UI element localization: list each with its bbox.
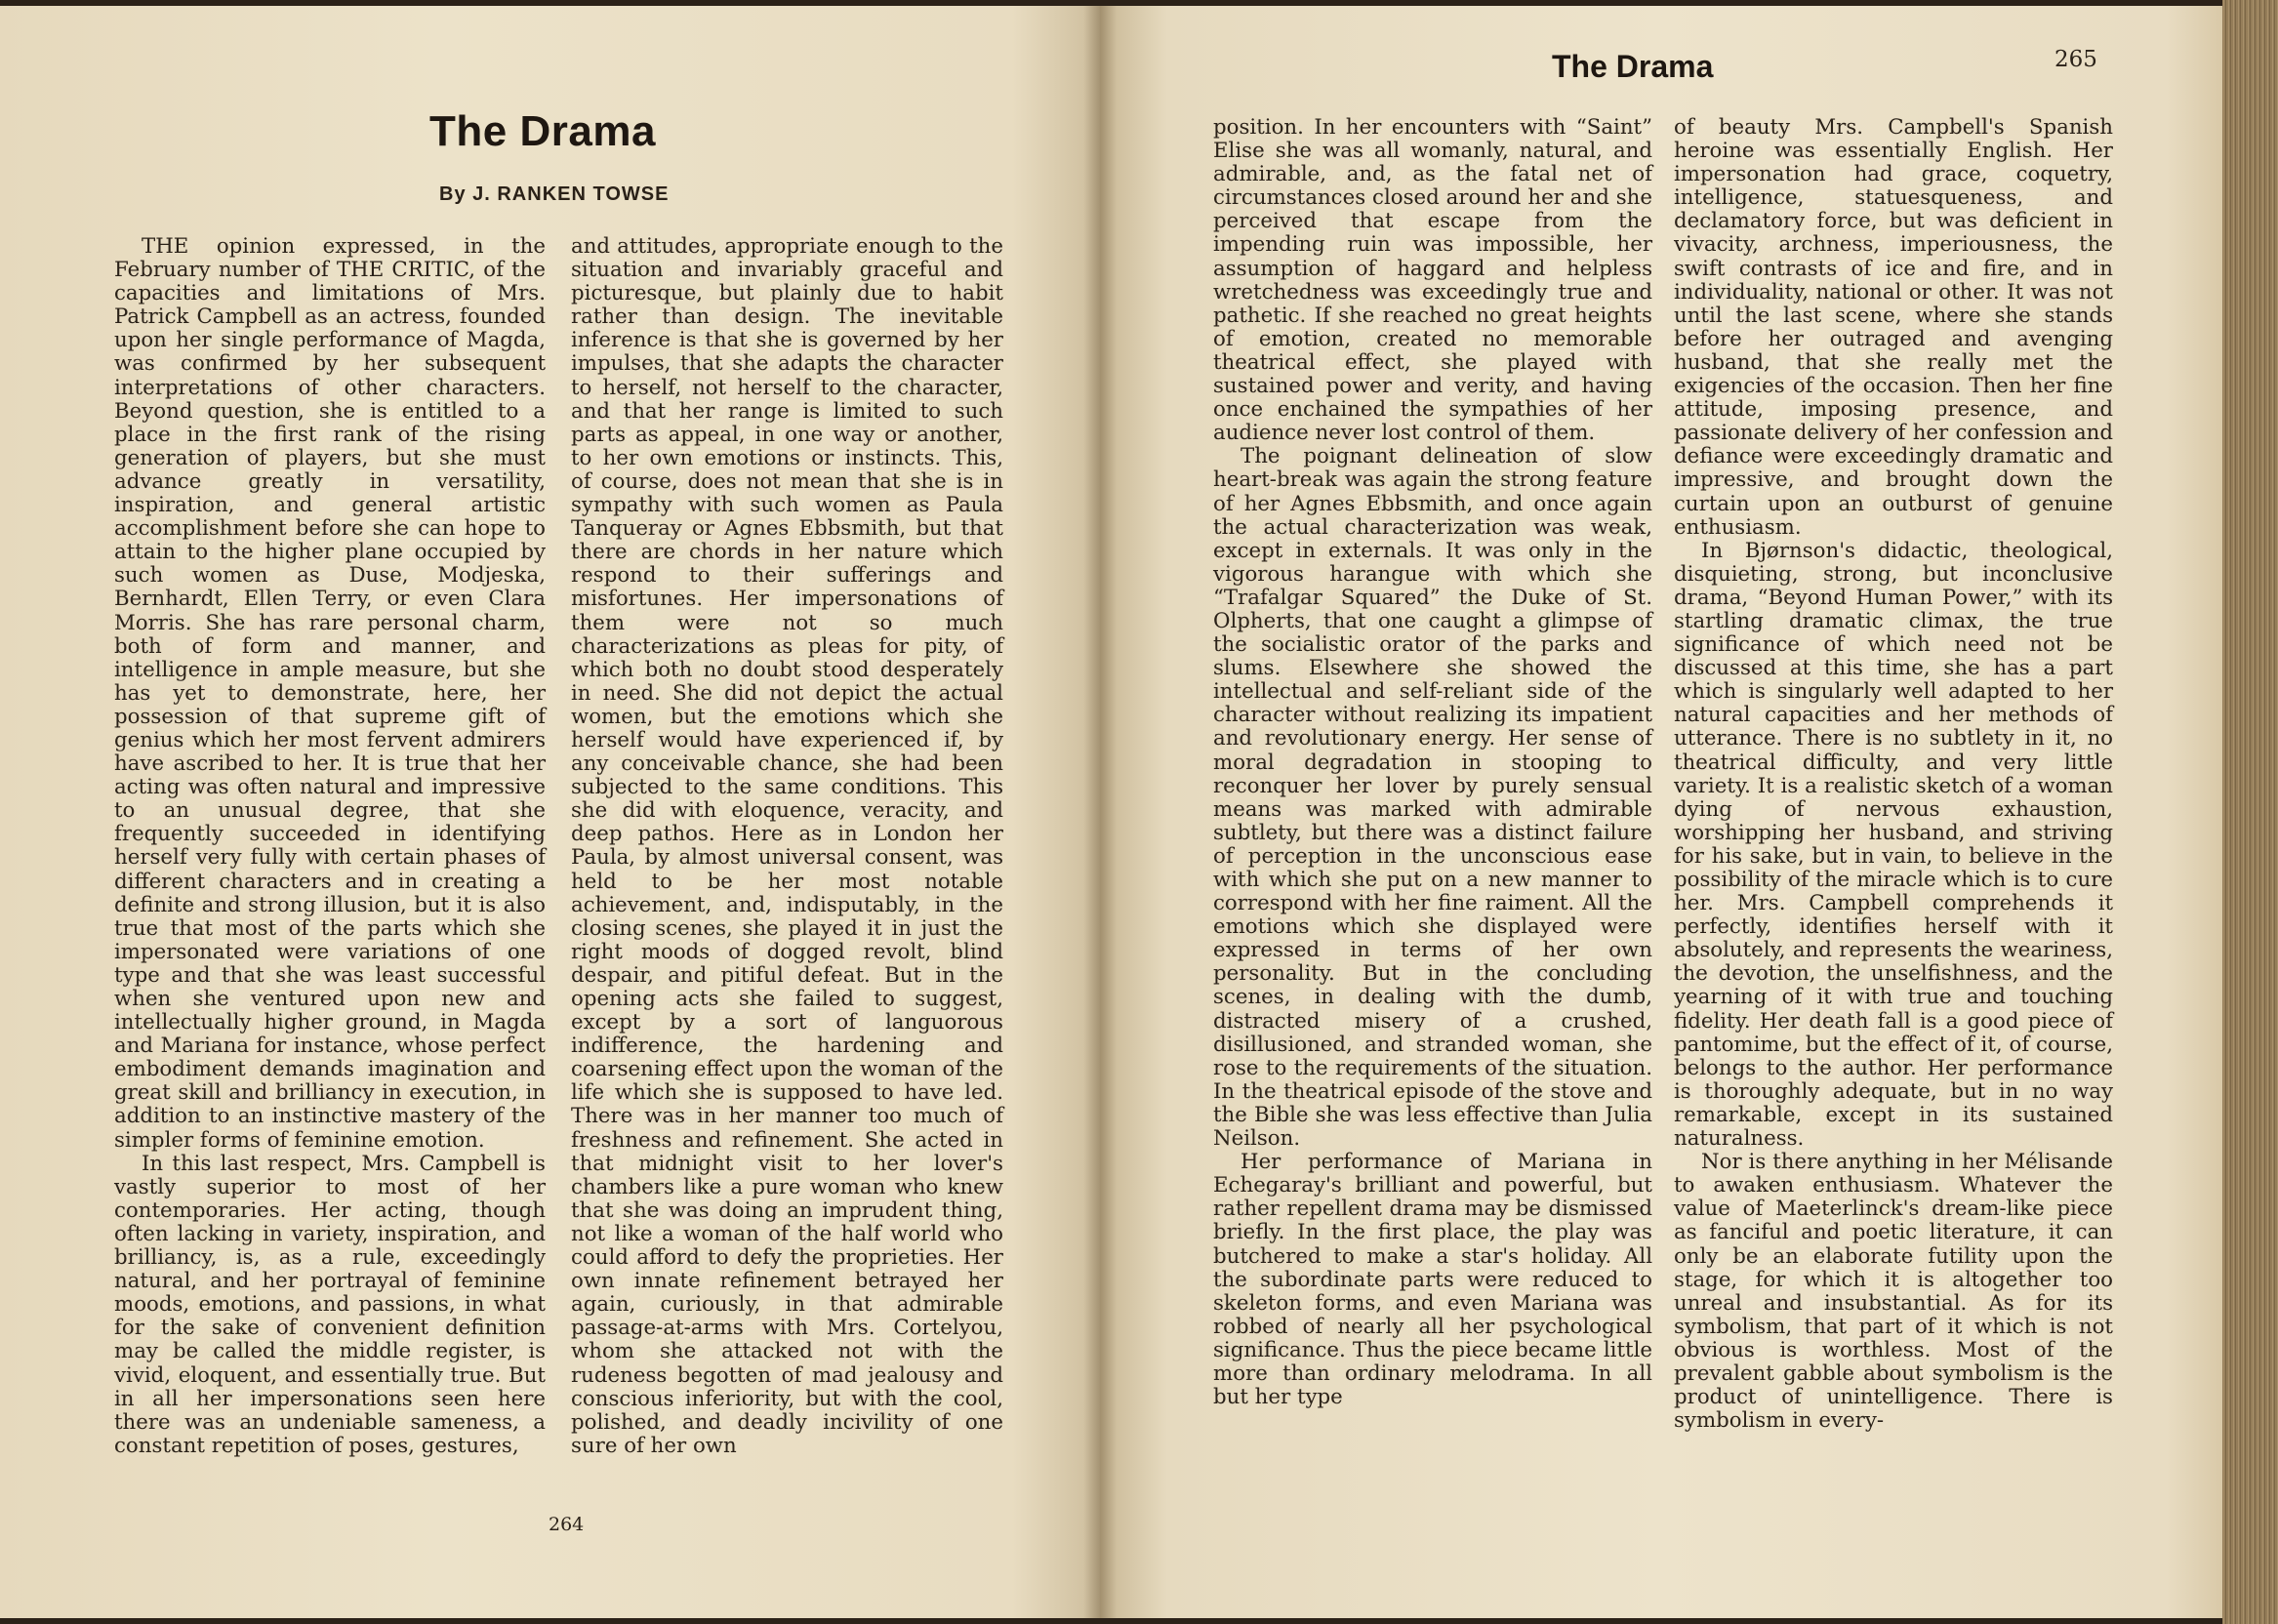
article-title: The Drama bbox=[429, 107, 656, 155]
left-column-1 bbox=[114, 235, 546, 1458]
paragraph: The poignant delineation of slow heart-break was again the strong feature of her Agnes Ebbsmith, and once again the actual characterization was weak, except in externals. It was only in the vigorous harangue with which she “Trafalgar Squared” the Duke of St. Olpherts, that one caught a glimpse of the socialistic orator of the parks and slums. Elsewhere she showed the intellectual and self-reliant side of the character without realizing its impatient and revolutionary energy. Her sense of moral degradation in stooping to reconquer her lover by purely sensual means was marked with admirable subtlety, but there was a distinct failure of perception in the unconscious ease with which she put on a new manner to correspond with her fine raiment. All the emotions which she displayed were expressed in terms of her own personality. But in the concluding scenes, in dealing with the dumb, distracted misery of a crushed, disillusioned, and stranded woman, she rose to the requirements of the situation. In the theatrical episode of the stove and the Bible she was less effective than Julia Neilson. bbox=[1213, 444, 1652, 1152]
paragraph: Nor is there anything in her Mélisande to awaken enthusiasm. Whatever the value of Maeterlinck's dream-like piece as fanciful and poetic literature, it can only be an elaborate futility upon the stage, for which it is altogether too unreal and insubstantial. As for its symbolism, that part of it which is not obvious is worthless. Most of the prevalent gabble about symbolism is the product of unintelligence. There is symbolism in every- bbox=[1674, 1150, 2113, 1434]
byline: By J. RANKEN TOWSE bbox=[439, 183, 670, 205]
book-gutter bbox=[1083, 6, 1117, 1618]
paragraph: and attitudes, appropriate enough to the situation and invariably graceful and picturesque, but plainly due to habit rather than design. The inevitable inference is that she is governed by her impulses, that she adapts the character to herself, not herself to the character, and that her range is limited to such parts as appeal, in one way or another, to her own emotions or instincts. This, of course, does not mean that she is in sympathy with such women as Paula Tanqueray or Agnes Ebbsmith, but that there are chords in her nature which respond to their sufferings and misfortunes. Her impersonations of them were not so much characterizations as pleas for pity, of which both no doubt stood desperately in need. She did not depict the actual women, but the emotions which she herself would have experienced if, by any conceivable chance, she had been subjected to the same conditions. This she did with eloquence, veracity, and deep pathos. Here as in London her Paula, by almost universal consent, was held to be her most notable achievement, and, indisputably, in the closing scenes, she played it in just the right moods of dogged revolt, blind despair, and pitiful defeat. But in the opening acts she failed to suggest, except by a sort of languorous indifference, the hardening and coarsening effect upon the woman of the life which she is supposed to have led. There was in her manner too much of freshness and refinement. She acted in that midnight visit to her lover's chambers like a pure woman who knew that she was doing an imprudent thing, not like a woman of the half world who could afford to defy the proprieties. Her own innate refinement betrayed her again, curiously, in that admirable passage-at-arms with Mrs. Cortelyou, whom she attacked not with the rudeness begotten of mad jealousy and conscious inferiority, but with the cool, polished, and deadly incivility of one sure of her own bbox=[571, 234, 1003, 1458]
paragraph: In Bjørnson's didactic, theological, disquieting, strong, but inconclusive drama, “Beyond Human Power,” with its startling dramatic climax, the true significance of which need not be discussed at this time, she has a part which is singularly well adapted to her natural capacities and her methods of utterance. There is no subtlety in it, no theatrical difficulty, and very little variety. It is a realistic sketch of a woman dying of nervous exhaustion, worshipping her husband, and striving for his sake, but in vain, to believe in the possibility of the miracle which is to cure her. Mrs. Campbell comprehends it perfectly, identifies herself with it absolutely, and represents the weariness, the devotion, the unselfishness, and the yearning of it with true and touching fidelity. Her death fall is a good piece of pantomime, but the effect of it, of course, belongs to the author. Her performance is thoroughly adequate, but in no way remarkable, except in its sustained naturalness. bbox=[1674, 538, 2113, 1152]
right-column-1 bbox=[1213, 116, 1652, 1409]
paragraph: Her performance of Mariana in Echegaray's brilliant and powerful, but rather repellent drama may be dismissed briefly. In the first place, the play was butchered to make a star's holiday. All the subordinate parts were reduced to skeleton forms, and even Mariana was robbed of nearly all her psychological significance. Thus the piece became little more than ordinary melodrama. In all but her type bbox=[1213, 1150, 1652, 1410]
page-number-right: 265 bbox=[2054, 47, 2097, 72]
paragraph: THE opinion expressed, in the February number of THE CRITIC, of the capacities and limitations of Mrs. Patrick Campbell as an actress, founded upon her single performance of Magda, was confirmed by her subsequent interpretations of other characters. Beyond question, she is entitled to a place in the first rank of the rising generation of players, but she must advance greatly in versatility, inspiration, and general artistic accomplishment before she can hope to attain to the higher plane occupied by such women as Duse, Modjeska, Bernhardt, Ellen Terry, or even Clara Morris. She has rare personal charm, both of form and manner, and intelligence in ample measure, but she has yet to demonstrate, here, her possession of that supreme gift of genius which her most fervent admirers have ascribed to her. It is true that her acting was often natural and impressive to an unusual degree, that she frequently succeeded in identifying herself very fully with certain phases of different characters and in creating a definite and strong illusion, but it is also true that most of the parts which she impersonated were variations of one type and that she was least successful when she ventured upon new and intellectually higher ground, in Magda and Mariana for instance, whose perfect embodiment demands imagination and great skill and brilliancy in execution, in addition to an instinctive mastery of the simpler forms of feminine emotion. bbox=[114, 234, 546, 1153]
paragraph: of beauty Mrs. Campbell's Spanish heroine was essentially English. Her impersonation had grace, coquetry, intelligence, statuesqueness, and declamatory force, but was deficient in vivacity, archness, imperiousness, the swift contrasts of ice and fire, and in individuality, national or other. It was not until the last scene, where she stands before her outraged and avenging husband, that she really met the exigencies of the occasion. Then her fine attitude, imposing presence, and passionate delivery of her confession and defiance were exceedingly dramatic and impressive, and brought down the curtain upon an outburst of genuine enthusiasm. bbox=[1674, 115, 2113, 540]
right-page bbox=[1100, 6, 2222, 1618]
paragraph: In this last respect, Mrs. Campbell is vastly superior to most of her contemporaries. Her acting, though often lacking in variety, inspiration, and brilliancy, is, as a rule, exceedingly natural, and her portrayal of feminine moods, emotions, and passions, in what for the sake of convenient definition may be called the middle register, is vivid, eloquent, and essentially true. But in all her impersonations seen here there was an undeniable sameness, a constant repetition of poses, gestures, bbox=[114, 1151, 546, 1458]
running-head: The Drama bbox=[1552, 49, 1714, 84]
page-number-left: 264 bbox=[549, 1514, 585, 1535]
right-column-2 bbox=[1674, 116, 2113, 1433]
page-edges bbox=[2222, 0, 2278, 1624]
left-page bbox=[0, 6, 1100, 1618]
paragraph: position. In her encounters with “Saint” Elise she was all womanly, natural, and admirable, and, as the fatal net of circumstances closed around her and she perceived that escape from the impending ruin was impossible, her assumption of haggard and helpless wretchedness was exceedingly true and pathetic. If she reached no great heights of emotion, created no memorable theatrical effect, she played with sustained power and verity, and having once enchained the sympathies of her audience never lost control of them. bbox=[1213, 115, 1652, 446]
left-column-2 bbox=[571, 235, 1003, 1458]
